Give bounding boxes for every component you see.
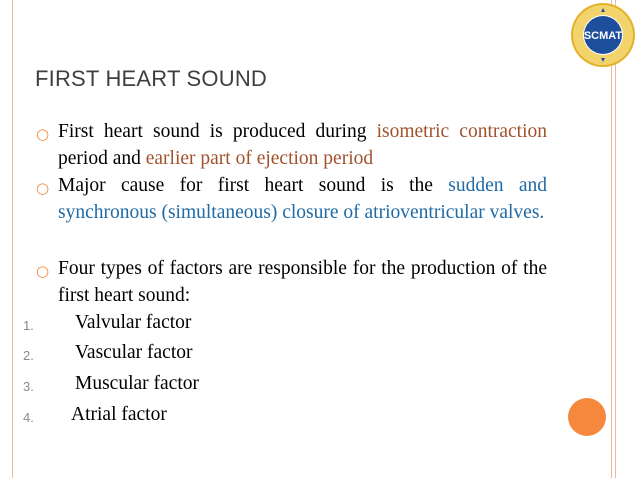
- list-number: 2.: [23, 348, 34, 363]
- list-number: 1.: [23, 318, 34, 333]
- hollow-circle-bullet-icon: ○: [36, 262, 50, 280]
- logo-text: SCMAT: [583, 30, 623, 42]
- hollow-circle-bullet-icon: ○: [36, 125, 50, 143]
- hollow-circle-bullet-icon: ○: [36, 179, 50, 197]
- list-item-valvular: Valvular factor: [75, 312, 192, 333]
- bullet-text-part: period and: [58, 148, 146, 169]
- list-item-atrial: Atrial factor: [71, 404, 167, 425]
- list-number: 4.: [23, 410, 34, 425]
- highlight-isometric: isometric contraction: [376, 121, 548, 142]
- bullet-text-part: Major cause for first heart sound is the: [58, 175, 449, 196]
- bullet-item-3: [36, 255, 547, 309]
- left-border-line: [12, 0, 13, 478]
- bullet-text: Four types of factors are responsible for the production of the first heart sound:: [58, 258, 547, 306]
- list-item-vascular: Vascular factor: [75, 342, 193, 363]
- bullet-text-part: First heart sound is produced during: [58, 121, 377, 142]
- college-seal-logo: [570, 2, 636, 68]
- highlight-ejection: earlier part of ejection period: [145, 148, 374, 169]
- decorative-orange-circle: [568, 398, 606, 436]
- list-item-muscular: Muscular factor: [75, 373, 199, 394]
- list-number: 3.: [23, 379, 34, 394]
- bullet-item-1: [36, 118, 547, 172]
- bullet-text: [58, 172, 547, 226]
- right-border-line: [611, 0, 612, 478]
- bullet-item-2: [36, 172, 547, 226]
- slide-title: FIRST HEART SOUND: [35, 66, 267, 91]
- bullet-text: [58, 118, 547, 172]
- highlight-closure: sudden and synchronous (simultaneous) closure of atrioventricular valves.: [58, 175, 547, 223]
- right-border-line-inner: [615, 0, 616, 478]
